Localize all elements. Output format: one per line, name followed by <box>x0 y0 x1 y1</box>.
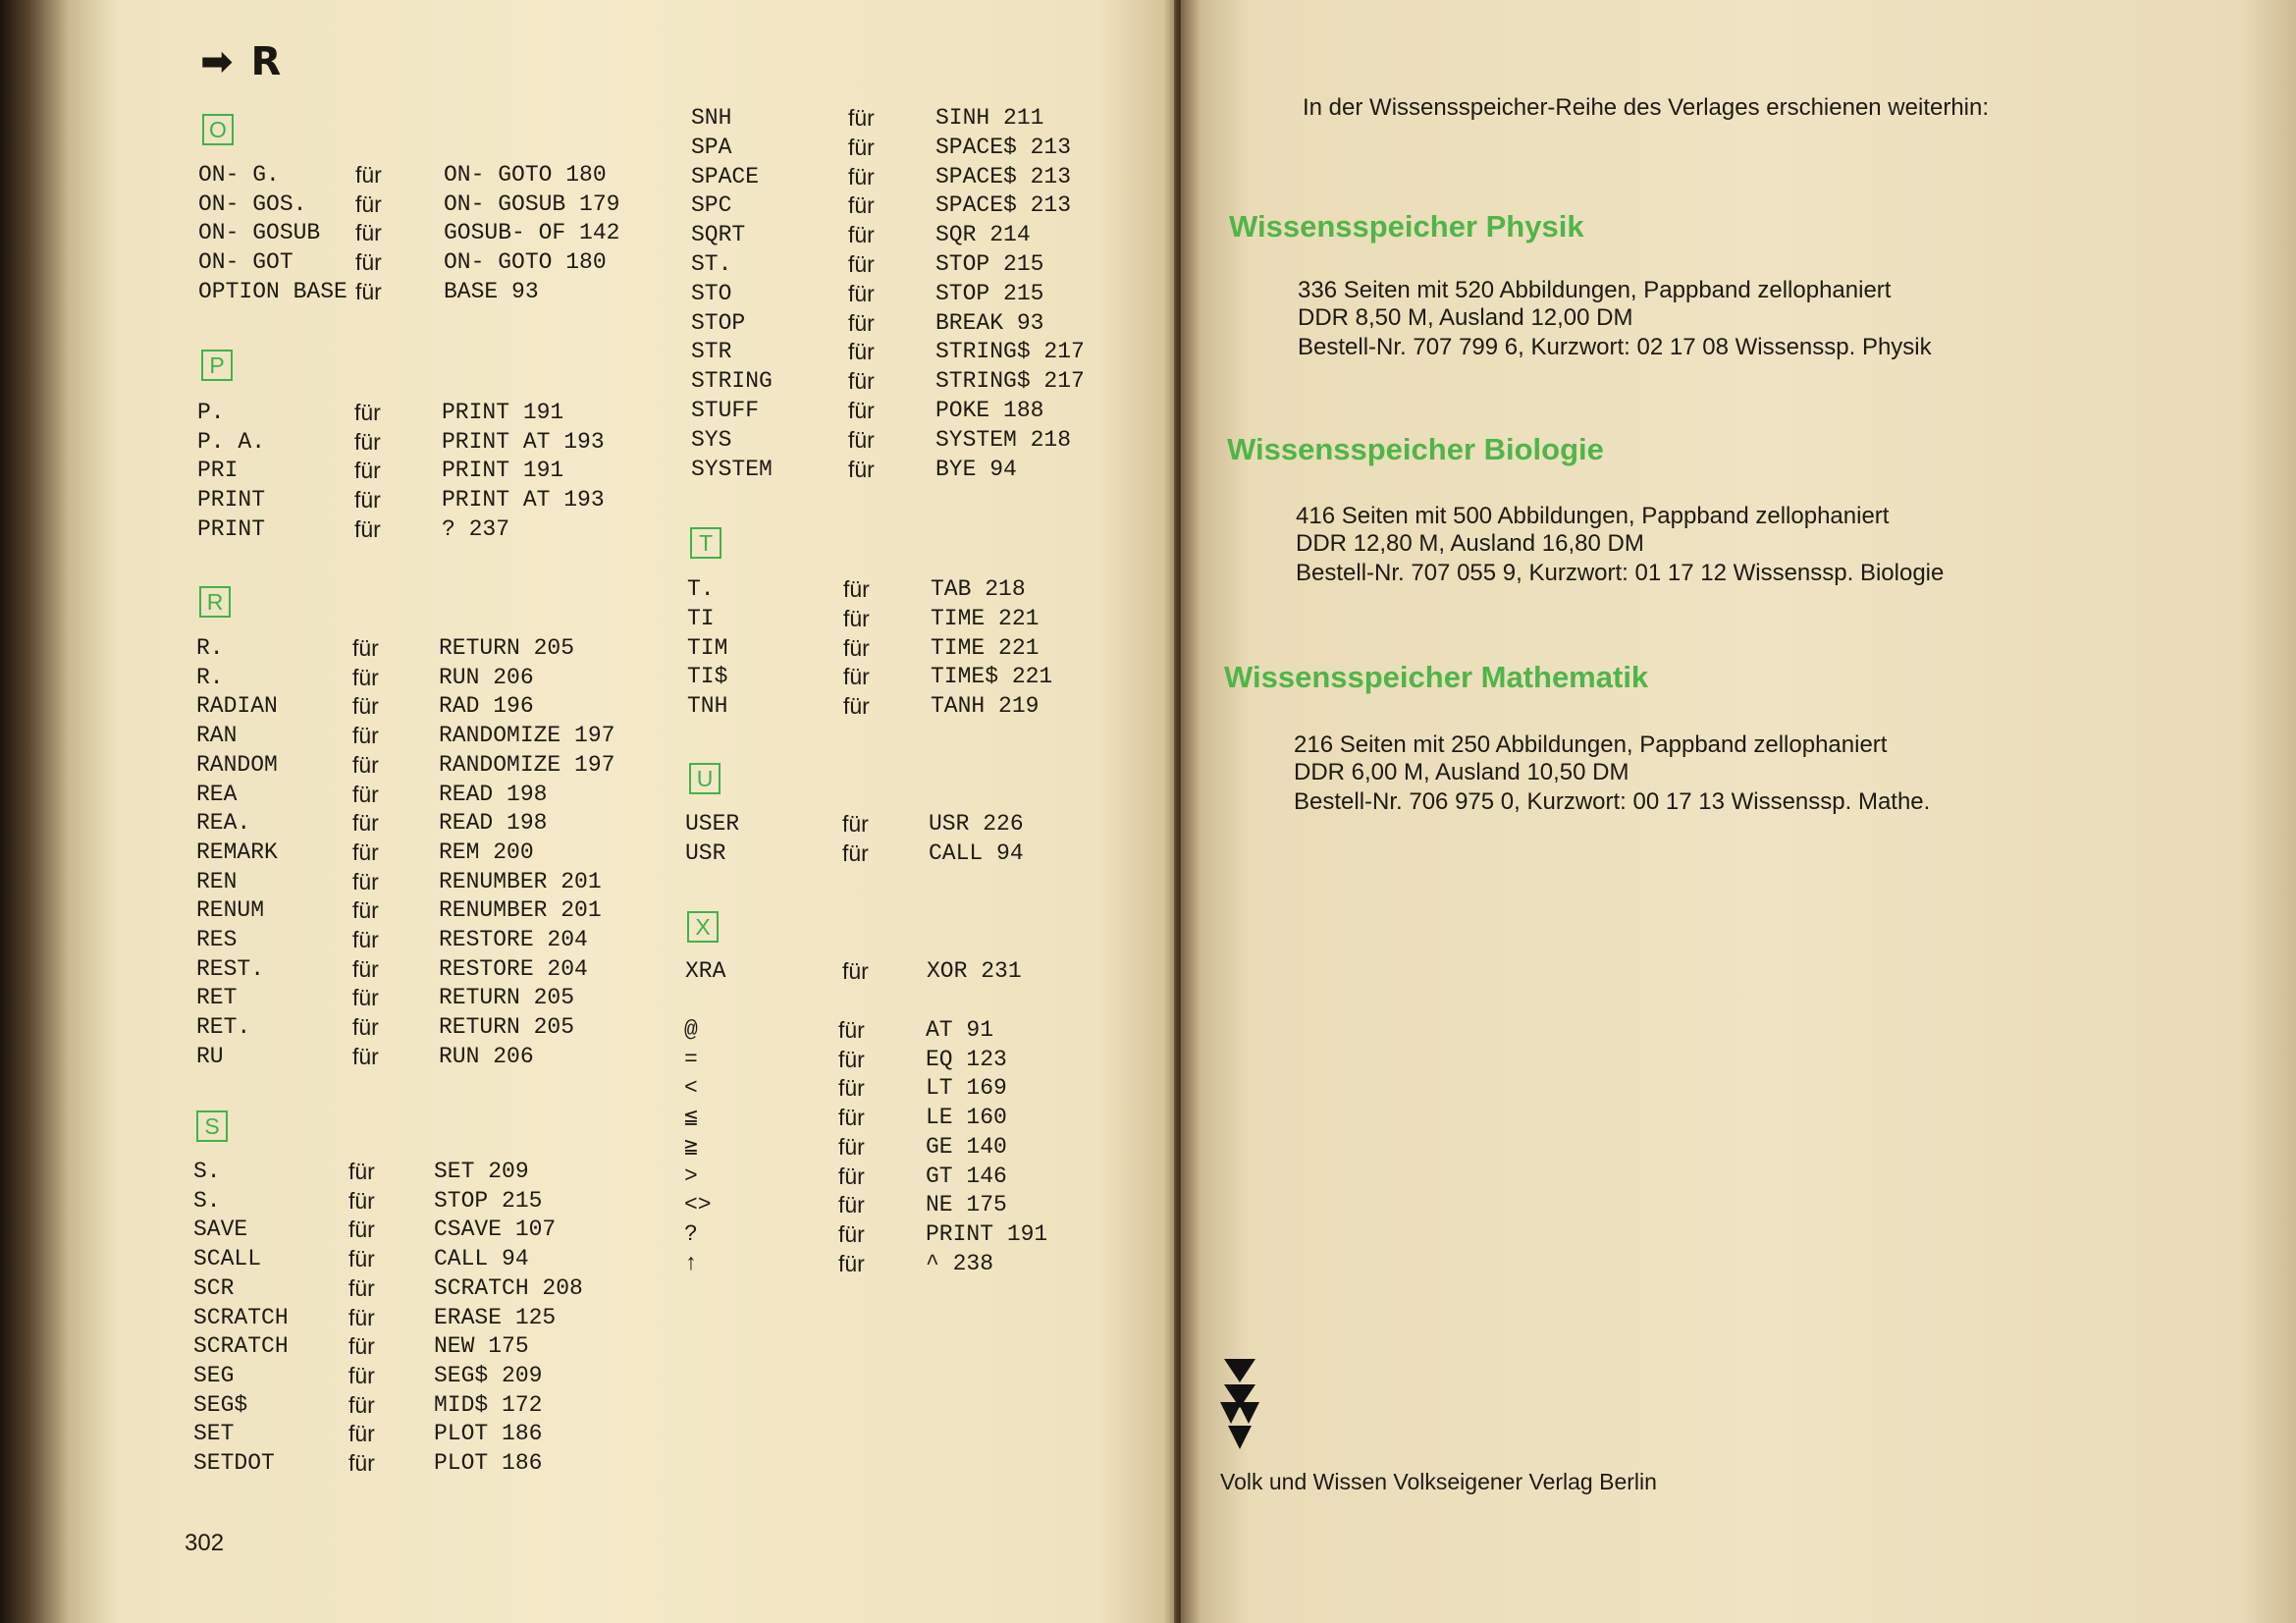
command-reference: NEW 175 <box>434 1333 529 1360</box>
abbreviation-row <box>691 249 1103 279</box>
fur-word: für <box>355 220 382 246</box>
intro-text: In der Wissensspeicher-Reihe des Verlages erschienen weiterhin: <box>1303 94 1990 121</box>
book-title-mathematik: Wissensspeicher Mathematik <box>1224 660 1649 694</box>
book-line: DDR 8,50 M, Ausland 12,00 DM <box>1298 304 1633 331</box>
command-reference: RANDOMIZE 197 <box>439 751 615 778</box>
command-reference: ON- GOTO 180 <box>444 249 607 276</box>
section-label-t: T <box>690 527 721 559</box>
command-reference: SET 209 <box>434 1159 529 1184</box>
fur-word: für <box>352 839 379 865</box>
book-line: Bestell-Nr. 707 799 6, Kurzwort: 02 17 08 Wissenssp. Physik <box>1298 334 1932 360</box>
abbreviation-row <box>196 780 609 809</box>
abbreviation: RADIAN <box>196 693 278 720</box>
fur-word: für <box>352 751 379 778</box>
command-reference: SQR 214 <box>935 222 1031 248</box>
book-line: Bestell-Nr. 706 975 0, Kurzwort: 00 17 13 Wissenssp. Mathe. <box>1294 788 1931 815</box>
abbreviation-row <box>691 455 1103 484</box>
command-reference: CALL 94 <box>434 1246 529 1272</box>
command-reference: XOR 231 <box>927 958 1022 984</box>
abbreviation-row <box>691 162 1103 191</box>
command-reference: RETURN 205 <box>439 635 575 661</box>
abbreviation: ON- G. <box>198 162 280 188</box>
fur-word: für <box>352 723 379 749</box>
abbreviation: < <box>684 1075 698 1102</box>
abbreviation-row <box>687 633 1099 663</box>
command-reference: RESTORE 204 <box>439 955 588 982</box>
abbreviation: R. <box>196 635 224 661</box>
abbreviation-row <box>196 895 609 925</box>
command-reference: SPACE$ 213 <box>935 134 1072 160</box>
command-reference: NE 175 <box>926 1192 1007 1218</box>
abbreviation: USR <box>685 839 726 866</box>
abbreviation: ≧ <box>684 1133 698 1160</box>
abbreviation-row <box>197 398 610 427</box>
command-reference: LE 160 <box>926 1105 1007 1131</box>
command-reference: RETURN 205 <box>439 1014 575 1041</box>
abbreviation: ON- GOSUB <box>198 220 321 246</box>
fur-word: für <box>354 400 381 425</box>
section-label-u: U <box>689 763 721 794</box>
fur-word: für <box>848 339 875 365</box>
book-line: 416 Seiten mit 500 Abbildungen, Pappband zellophaniert <box>1296 503 1890 529</box>
command-reference: ON- GOSUB 179 <box>444 190 620 217</box>
fur-word: für <box>348 1304 375 1330</box>
fur-word: für <box>838 1250 865 1276</box>
abbreviation: RES <box>196 927 238 952</box>
section-label-p: P <box>201 350 233 381</box>
command-reference: AT 91 <box>926 1017 994 1043</box>
command-reference: SYSTEM 218 <box>935 426 1072 453</box>
fur-word: für <box>355 249 382 276</box>
fur-word: für <box>352 1043 379 1069</box>
abbreviation: USER <box>685 811 740 837</box>
command-reference: GT 146 <box>926 1163 1007 1189</box>
abbreviation: STRING <box>691 368 773 395</box>
fur-word: für <box>348 1187 375 1214</box>
command-reference: PLOT 186 <box>434 1421 543 1447</box>
book-line: DDR 12,80 M, Ausland 16,80 DM <box>1296 530 1644 557</box>
fur-word: für <box>838 1017 865 1043</box>
section-label-o: O <box>202 114 234 145</box>
abbreviation-row <box>196 663 609 692</box>
fur-word: für <box>848 456 875 482</box>
abbreviation-row <box>193 1273 606 1303</box>
abbreviation-row <box>684 1045 1096 1074</box>
command-reference: USR 226 <box>929 811 1024 837</box>
abbreviation: PRI <box>197 458 239 484</box>
book-line: 216 Seiten mit 250 Abbildungen, Pappband zellophaniert <box>1294 731 1888 758</box>
abbreviation-row <box>691 103 1103 133</box>
fur-word: für <box>354 428 381 455</box>
command-reference: RUN 206 <box>439 1043 534 1069</box>
abbreviation: REA <box>196 781 238 807</box>
abbreviation-row <box>691 190 1103 220</box>
abbreviation-row <box>691 366 1103 396</box>
fur-word: für <box>352 781 379 807</box>
abbreviation: RAN <box>196 723 238 749</box>
abbreviation-row <box>687 574 1099 604</box>
fur-word: für <box>348 1333 375 1360</box>
abbreviation-row <box>193 1215 606 1244</box>
abbreviation-row <box>196 1042 609 1071</box>
abbreviation-row <box>196 983 609 1012</box>
abbreviation: SQRT <box>691 222 746 248</box>
abbreviation: STO <box>691 280 732 306</box>
command-reference: MID$ 172 <box>434 1391 543 1418</box>
abbreviation: OPTION BASE <box>198 278 347 304</box>
command-reference: RETURN 205 <box>439 985 575 1011</box>
command-reference: PRINT 191 <box>926 1220 1048 1247</box>
command-reference: TIME 221 <box>931 605 1040 631</box>
fur-word: für <box>848 192 875 219</box>
command-reference: READ 198 <box>439 810 548 837</box>
abbreviation-row <box>687 691 1099 721</box>
page-heading <box>200 39 283 84</box>
abbreviation-row <box>691 279 1103 308</box>
fur-word: für <box>848 426 875 453</box>
abbreviation: T. <box>687 576 715 602</box>
book-line: 336 Seiten mit 520 Abbildungen, Pappband zellophaniert <box>1298 277 1892 303</box>
abbreviation: SYSTEM <box>691 456 773 482</box>
fur-word: für <box>843 664 870 690</box>
command-reference: SINH 211 <box>935 105 1044 131</box>
abbreviation-row <box>684 1132 1096 1162</box>
abbreviation: SCALL <box>193 1246 262 1272</box>
abbreviation: S. <box>193 1159 221 1184</box>
book-title-physik: Wissensspeicher Physik <box>1229 209 1584 243</box>
abbreviation-row <box>685 956 1097 986</box>
fur-word: für <box>352 635 379 661</box>
abbreviation-row <box>198 218 620 247</box>
abbreviation-row <box>196 808 609 838</box>
fur-word: für <box>352 1014 379 1041</box>
abbreviation-row <box>691 220 1103 249</box>
abbreviation-row <box>196 838 609 867</box>
command-reference: EQ 123 <box>926 1046 1007 1072</box>
right-arrow-icon: ➡ <box>200 39 236 84</box>
abbreviation-row <box>684 1103 1096 1132</box>
abbreviation-row <box>691 396 1103 425</box>
command-reference: TIME$ 221 <box>931 664 1053 690</box>
abbreviation: STUFF <box>691 398 760 423</box>
abbreviation: PRINT <box>197 515 266 542</box>
command-reference: ON- GOTO 180 <box>444 162 607 188</box>
command-reference: PRINT 191 <box>442 458 564 484</box>
abbreviation: SPC <box>691 192 732 219</box>
abbreviation-row <box>198 160 611 189</box>
command-reference: STOP 215 <box>935 280 1044 306</box>
abbreviation-row <box>684 1073 1096 1103</box>
abbreviation-row <box>193 1186 606 1216</box>
command-reference: ^ 238 <box>926 1250 994 1276</box>
fur-word: für <box>838 1075 865 1102</box>
abbreviation-row <box>193 1303 606 1332</box>
abbreviation-row <box>193 1331 606 1361</box>
command-reference: SCRATCH 208 <box>434 1274 583 1301</box>
abbreviation: SEG$ <box>193 1391 248 1418</box>
command-reference: PRINT AT 193 <box>442 487 605 514</box>
abbreviation: REA. <box>196 810 251 837</box>
fur-word: für <box>348 1362 375 1388</box>
fur-word: für <box>348 1217 375 1243</box>
abbreviation-row <box>196 954 609 984</box>
fur-word: für <box>348 1421 375 1447</box>
command-reference: POKE 188 <box>935 398 1044 423</box>
fur-word: für <box>848 105 875 131</box>
abbreviation-row <box>685 809 1097 839</box>
command-reference: ERASE 125 <box>434 1304 557 1330</box>
abbreviation-row <box>193 1157 606 1186</box>
command-reference: RENUMBER 201 <box>439 868 602 894</box>
command-reference: CSAVE 107 <box>434 1217 557 1243</box>
page-number: 302 <box>185 1530 225 1556</box>
book-line: Bestell-Nr. 707 055 9, Kurzwort: 01 17 12 Wissenssp. Biologie <box>1296 560 1945 586</box>
command-reference: TANH 219 <box>931 693 1040 720</box>
abbreviation: ? <box>684 1220 698 1247</box>
fur-word: für <box>843 576 870 602</box>
abbreviation-row <box>193 1244 606 1273</box>
command-reference: BASE 93 <box>444 278 539 304</box>
command-reference: RESTORE 204 <box>439 927 588 952</box>
abbreviation: STR <box>691 339 732 365</box>
command-reference: GOSUB- OF 142 <box>444 220 620 246</box>
command-reference: TIME 221 <box>931 634 1040 661</box>
fur-word: für <box>848 368 875 395</box>
command-reference: RENUMBER 201 <box>439 897 602 924</box>
abbreviation: SETDOT <box>193 1450 275 1476</box>
heading-letter: R <box>250 39 284 84</box>
abbreviation: SCRATCH <box>193 1304 289 1330</box>
fur-word: für <box>348 1450 375 1476</box>
fur-word: für <box>352 664 379 690</box>
book-title-biologie: Wissensspeicher Biologie <box>1227 432 1604 466</box>
command-reference: SEG$ 209 <box>434 1362 543 1388</box>
command-reference: GE 140 <box>926 1133 1007 1160</box>
abbreviation-row <box>193 1390 606 1420</box>
command-reference: PRINT 191 <box>442 400 564 425</box>
abbreviation: SYS <box>691 426 732 453</box>
abbreviation-row <box>691 133 1103 162</box>
command-reference: STRING$ 217 <box>935 339 1085 365</box>
command-reference: STOP 215 <box>434 1187 543 1214</box>
abbreviation: STOP <box>691 309 746 336</box>
abbreviation: SNH <box>691 105 732 131</box>
abbreviation: SET <box>193 1421 235 1447</box>
abbreviation-row <box>193 1361 606 1390</box>
abbreviation: @ <box>684 1017 698 1043</box>
section-label-x: X <box>687 911 719 943</box>
fur-word: für <box>348 1274 375 1301</box>
abbreviation: S. <box>193 1187 221 1214</box>
abbreviation: RET. <box>196 1014 251 1041</box>
fur-word: für <box>843 605 870 631</box>
fur-word: für <box>848 222 875 248</box>
abbreviation-row <box>198 247 611 277</box>
abbreviation-row <box>196 750 615 780</box>
fur-word: für <box>838 1133 865 1160</box>
fur-word: für <box>355 190 382 217</box>
abbreviation: ↑ <box>684 1250 698 1276</box>
abbreviation: SEG <box>193 1362 235 1388</box>
abbreviation: RENUM <box>196 897 265 924</box>
abbreviation: SCRATCH <box>193 1333 289 1360</box>
abbreviation: TNH <box>687 693 728 720</box>
fur-word: für <box>348 1391 375 1418</box>
command-reference: SPACE$ 213 <box>935 192 1072 219</box>
abbreviation-row <box>196 1012 609 1042</box>
fur-word: für <box>355 162 382 188</box>
abbreviation-row <box>196 721 615 750</box>
abbreviation-row <box>196 691 609 721</box>
fur-word: für <box>838 1163 865 1189</box>
fur-word: für <box>348 1246 375 1272</box>
fur-word: für <box>848 134 875 160</box>
fur-word: für <box>348 1159 375 1184</box>
fur-word: für <box>352 897 379 924</box>
abbreviation: SCR <box>193 1274 235 1301</box>
fur-word: für <box>352 955 379 982</box>
abbreviation-row <box>196 925 609 954</box>
abbreviation-row <box>685 839 1097 868</box>
abbreviation-row <box>684 1162 1096 1191</box>
abbreviation: <> <box>684 1192 712 1218</box>
abbreviation: TI <box>687 605 715 631</box>
abbreviation-row <box>197 456 610 485</box>
abbreviation: = <box>684 1046 698 1072</box>
command-reference: REM 200 <box>439 839 534 865</box>
command-reference: PLOT 186 <box>434 1450 543 1476</box>
fur-word: für <box>838 1105 865 1131</box>
abbreviation-row <box>691 425 1103 455</box>
fur-word: für <box>843 634 870 661</box>
abbreviation: PRINT <box>197 487 266 514</box>
command-reference: BREAK 93 <box>935 309 1044 336</box>
fur-word: für <box>848 280 875 306</box>
fur-word: für <box>843 693 870 720</box>
command-reference: PRINT AT 193 <box>442 428 605 455</box>
abbreviation: REMARK <box>196 839 278 865</box>
section-label-r: R <box>199 586 231 618</box>
command-reference: STRING$ 217 <box>935 368 1085 395</box>
abbreviation: TI$ <box>687 664 728 690</box>
abbreviation: R. <box>196 664 224 690</box>
abbreviation: RANDOM <box>196 751 278 778</box>
command-reference: SPACE$ 213 <box>935 163 1072 189</box>
abbreviation-row <box>684 1015 1096 1045</box>
abbreviation-row <box>691 337 1103 366</box>
section-label-s: S <box>196 1110 228 1142</box>
command-reference: STOP 215 <box>935 251 1044 277</box>
command-reference: READ 198 <box>439 781 548 807</box>
abbreviation: SPA <box>691 134 732 160</box>
abbreviation: P. <box>197 400 225 425</box>
command-reference: RAD 196 <box>439 693 534 720</box>
fur-word: für <box>838 1220 865 1247</box>
command-reference: LT 169 <box>926 1075 1007 1102</box>
fur-word: für <box>848 398 875 423</box>
abbreviation: > <box>684 1163 698 1189</box>
abbreviation: REST. <box>196 955 265 982</box>
command-reference: ? 237 <box>442 515 510 542</box>
fur-word: für <box>848 163 875 189</box>
abbreviation-row <box>687 662 1099 691</box>
abbreviation: REN <box>196 868 238 894</box>
abbreviation: RET <box>196 985 238 1011</box>
abbreviation-row <box>193 1448 606 1478</box>
command-reference: CALL 94 <box>929 839 1024 866</box>
command-reference: RUN 206 <box>439 664 534 690</box>
abbreviation-row <box>198 189 620 219</box>
command-reference: TAB 218 <box>931 576 1026 602</box>
abbreviation: TIM <box>687 634 728 661</box>
abbreviation: SPACE <box>691 163 760 189</box>
fur-word: für <box>838 1192 865 1218</box>
command-reference: BYE 94 <box>935 456 1017 482</box>
fur-word: für <box>354 458 381 484</box>
fur-word: für <box>352 868 379 894</box>
fur-word: für <box>842 839 869 866</box>
fur-word: für <box>842 958 869 984</box>
publisher-name: Volk und Wissen Volkseigener Verlag Berlin <box>1220 1469 1657 1494</box>
fur-word: für <box>352 927 379 952</box>
abbreviation-row <box>193 1419 606 1448</box>
publisher-triangles-logo-icon <box>1220 1355 1259 1458</box>
abbreviation: XRA <box>685 958 726 984</box>
abbreviation-row <box>691 308 1103 338</box>
abbreviation: ST. <box>691 251 732 277</box>
abbreviation-row <box>684 1249 1096 1278</box>
abbreviation-row <box>684 1190 1096 1219</box>
fur-word: für <box>352 985 379 1011</box>
book-line: DDR 6,00 M, Ausland 10,50 DM <box>1294 759 1629 785</box>
fur-word: für <box>354 515 381 542</box>
abbreviation-row <box>196 867 609 896</box>
abbreviation-row <box>687 604 1099 633</box>
abbreviation-row <box>197 514 610 544</box>
abbreviation: ≦ <box>684 1105 698 1131</box>
fur-word: für <box>352 693 379 720</box>
abbreviation: P. A. <box>197 428 266 455</box>
fur-word: für <box>355 278 382 304</box>
abbreviation: ON- GOT <box>198 249 294 276</box>
command-reference: RANDOMIZE 197 <box>439 723 615 749</box>
abbreviation-row <box>197 427 610 457</box>
abbreviation-row <box>198 277 611 306</box>
fur-word: für <box>354 487 381 514</box>
abbreviation: RU <box>196 1043 224 1069</box>
abbreviation-row <box>197 485 610 514</box>
abbreviation: SAVE <box>193 1217 248 1243</box>
fur-word: für <box>848 251 875 277</box>
fur-word: für <box>838 1046 865 1072</box>
abbreviation-row <box>684 1219 1096 1249</box>
fur-word: für <box>352 810 379 837</box>
abbreviation-row <box>196 633 609 663</box>
fur-word: für <box>842 811 869 837</box>
abbreviation: ON- GOS. <box>198 190 307 217</box>
fur-word: für <box>848 309 875 336</box>
